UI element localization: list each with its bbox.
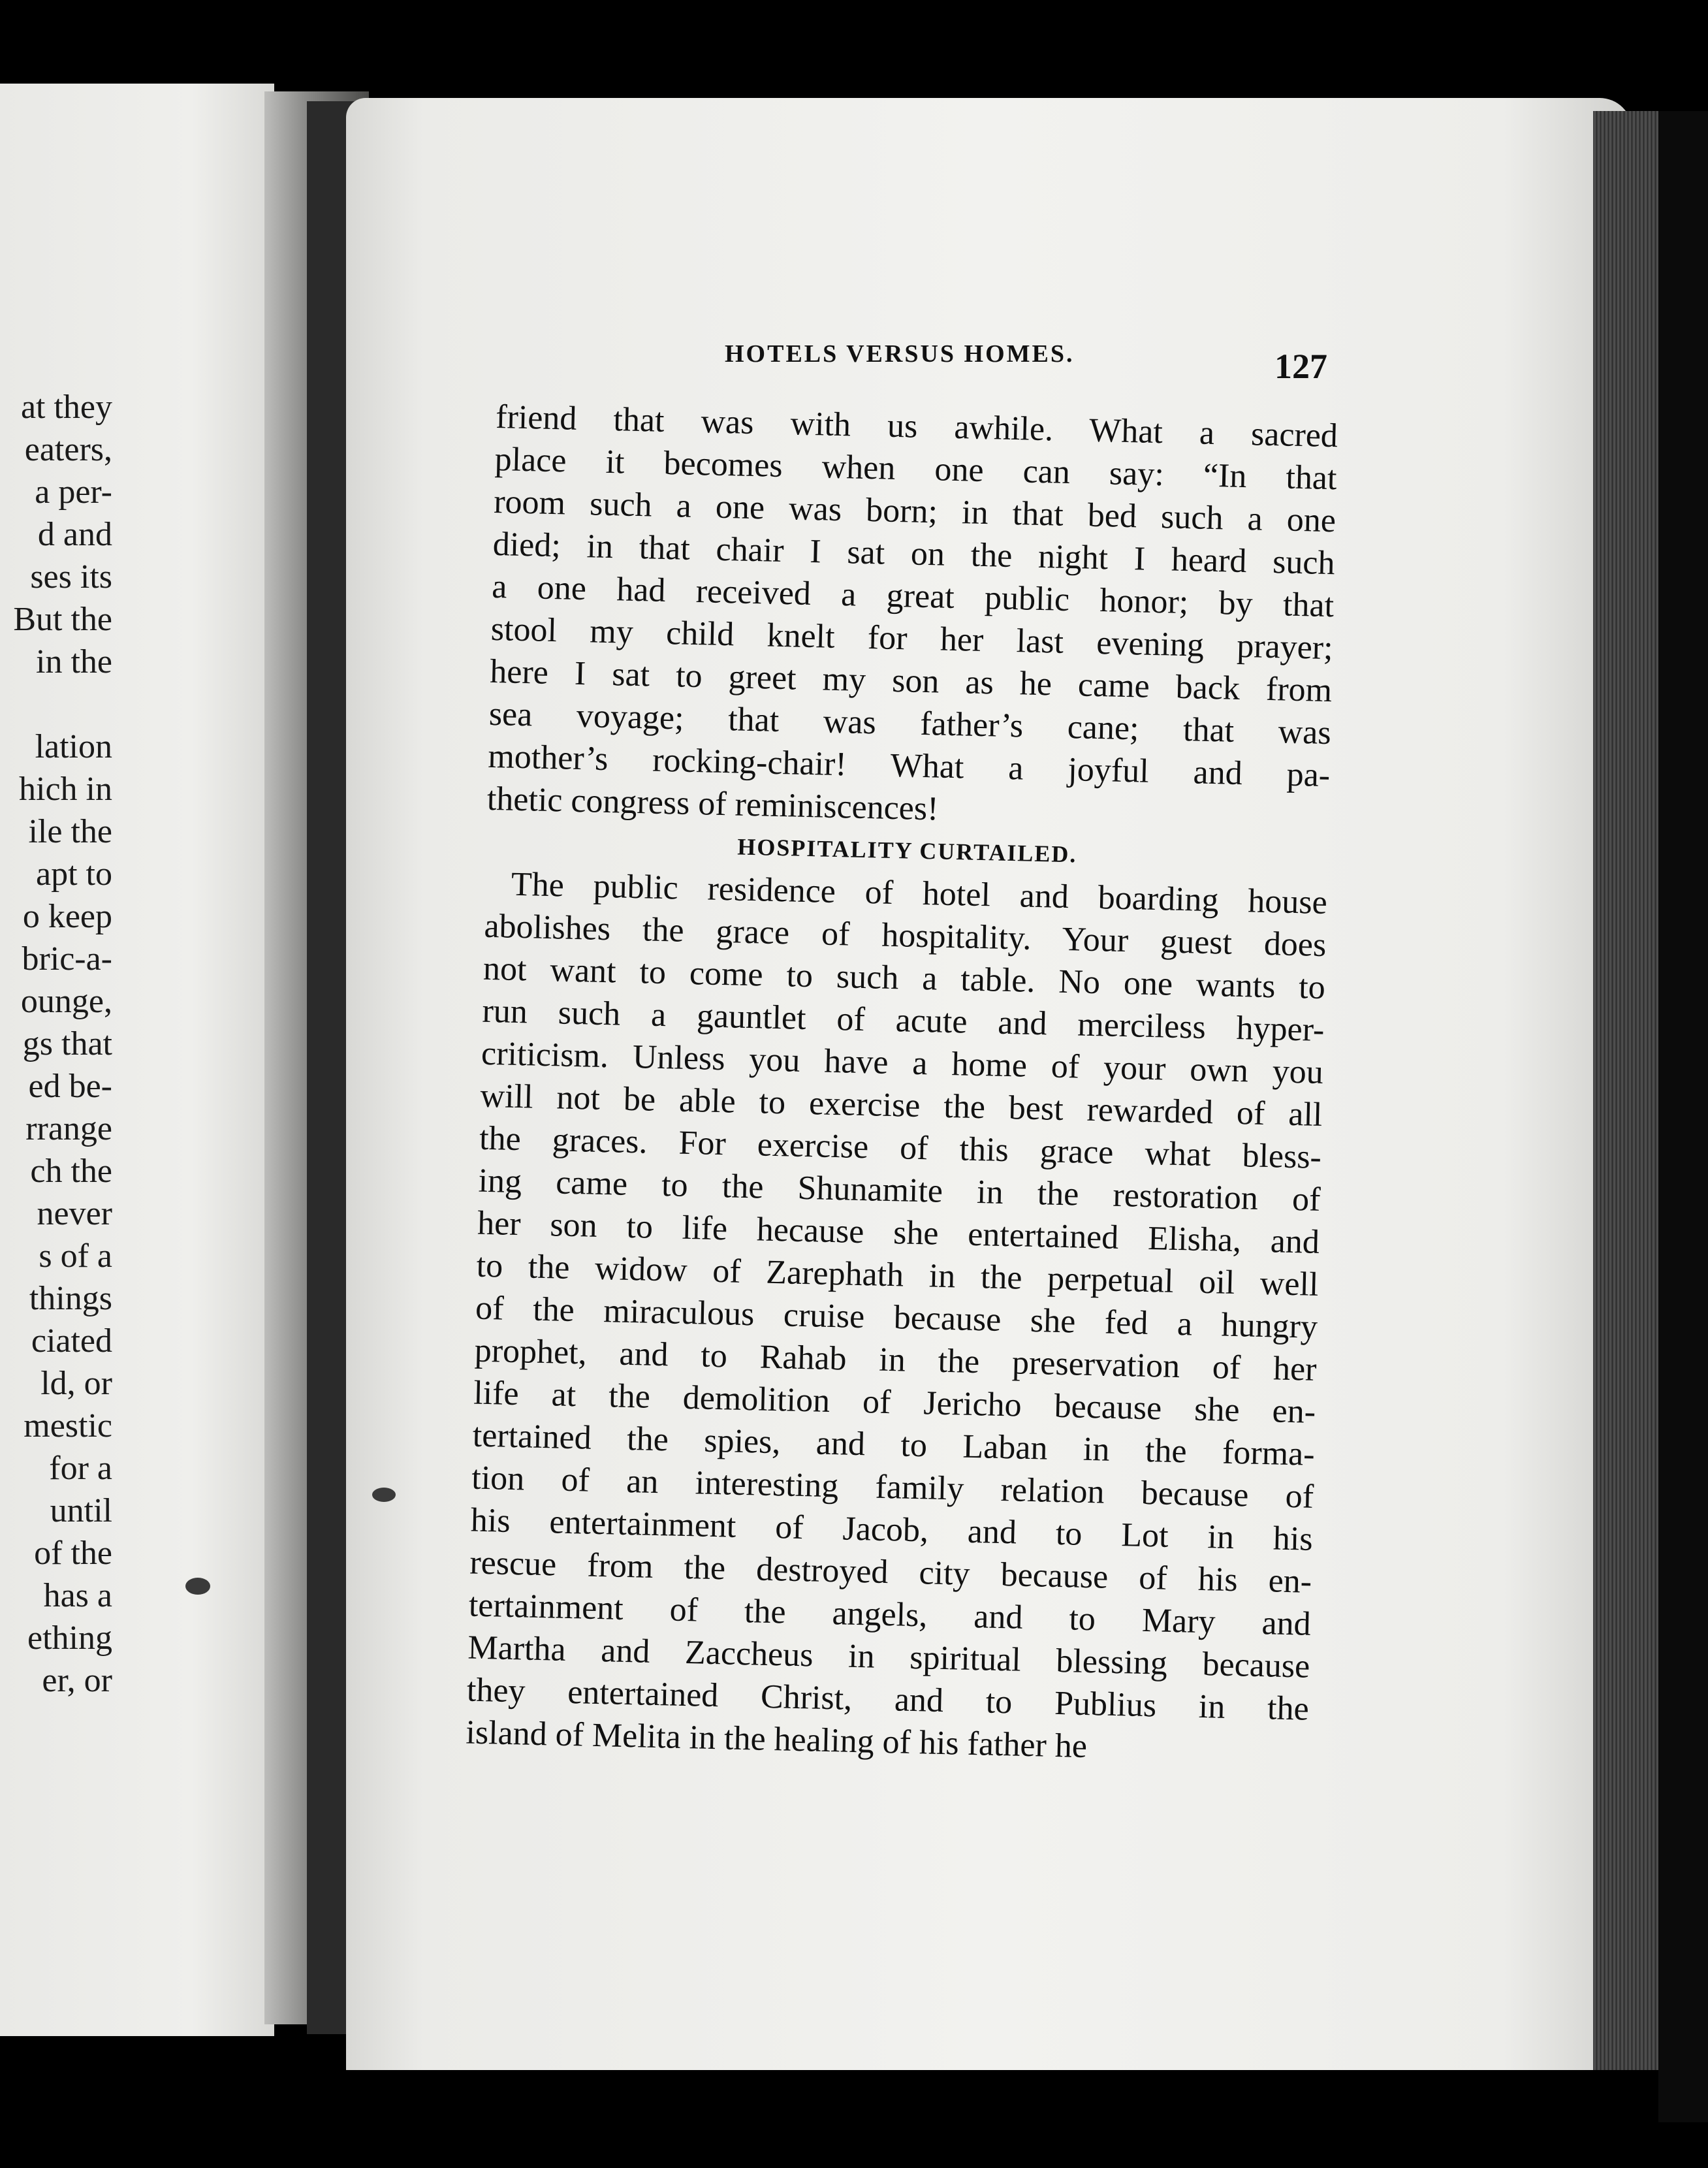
text-line: the graces. For exercise of this grace what bless-	[479, 1119, 1322, 1176]
left-page-text	[0, 391, 112, 1697]
text-line: mother’s rocking-chair! What a joyful and pa-	[487, 737, 1331, 795]
paragraph	[486, 396, 1338, 839]
left-page	[0, 84, 274, 2036]
text-line: died; in that chair I sat on the night I heard such	[492, 525, 1336, 582]
left-page-line: ciated	[31, 1322, 112, 1360]
left-page-line: gs that	[22, 1025, 112, 1062]
text-line: her son to life hecause she entertained Elisha, and	[477, 1204, 1320, 1261]
text-line: to the widow of Zarephath in the perpetual oil well	[476, 1247, 1320, 1303]
left-page-line: hich in	[19, 771, 112, 808]
left-page-line: for a	[49, 1450, 112, 1487]
page-edges	[1593, 111, 1665, 2070]
left-page-line: ses its	[30, 558, 112, 596]
text-line: here I sat to greet my son as he came back from	[489, 652, 1333, 710]
paragraph	[466, 863, 1328, 1773]
text-line: prophet, and to Rahab in the preservation of her	[474, 1331, 1318, 1388]
left-page-line: eaters,	[24, 431, 112, 468]
left-page-line: never	[37, 1195, 112, 1232]
text-line: will not be able to exercise the best rewarded of all	[480, 1077, 1323, 1134]
text-line: abolishes the grace of hospitality. Your guest does	[483, 907, 1327, 964]
left-page-line: ething	[27, 1619, 112, 1657]
text-line: they entertained Christ, and to Publius in the	[466, 1671, 1310, 1728]
left-page-line: ile the	[28, 813, 112, 850]
left-page-line: ld, or	[40, 1365, 112, 1402]
section-heading: HOSPITALITY CURTAILED.	[736, 833, 1077, 868]
text-line: ing came to the Shunamite in the restoration of	[478, 1162, 1321, 1219]
text-line: tertainment of the angels, and to Mary and	[468, 1586, 1312, 1643]
text-line: criticism. Unless you have a home of your own you	[481, 1034, 1324, 1091]
left-page-line: ch the	[30, 1153, 112, 1190]
ink-smudge	[185, 1578, 210, 1595]
text-line: a one had received a great public honor; by that	[491, 567, 1335, 625]
text-line: life at the demolition of Jericho because she en-	[473, 1374, 1316, 1431]
text-line: The public residence of hotel and boarding house	[511, 865, 1328, 922]
left-page-line: apt to	[36, 855, 112, 893]
ink-smudge	[372, 1488, 396, 1502]
text-line: of the miraculous cruise because she fed a hungry	[475, 1289, 1318, 1346]
text-line: tertained the spies, and to Laban in the forma-	[472, 1416, 1316, 1473]
text-line: friend that was with us awhile. What a sacred	[495, 398, 1338, 455]
left-page-line: bric-a-	[22, 940, 112, 978]
text-line: tion of an interesting family relation because of	[471, 1459, 1314, 1516]
left-page-line: ounge,	[20, 983, 112, 1020]
left-page-line: until	[50, 1492, 112, 1529]
running-head: HOTELS VERSUS HOMES.	[725, 340, 1075, 368]
left-page-line: of the	[34, 1535, 112, 1572]
left-page-line: er, or	[42, 1662, 112, 1697]
text-line: sea voyage; that was father’s cane; that was	[488, 695, 1332, 752]
page-number: 127	[1274, 347, 1327, 386]
text-line: room such a one was born; in that bed such a one	[493, 483, 1336, 540]
left-page-line: d and	[37, 516, 112, 553]
text-line: his entertainment of Jacob, and to Lot in his	[470, 1501, 1314, 1558]
left-page-line: ed be-	[28, 1068, 112, 1105]
left-page-line: lation	[35, 728, 112, 765]
text-line: thetic congress of reminiscences!	[486, 780, 940, 828]
body-text	[466, 396, 1338, 1773]
book-cover-edge	[1658, 111, 1708, 2122]
left-page-line: But the	[13, 601, 112, 638]
left-page-line: at they	[20, 391, 112, 426]
text-line: not want to come to such a table. No one wants to	[482, 949, 1326, 1007]
text-line: Martha and Zaccheus in spiritual blessing because	[467, 1629, 1310, 1685]
left-page-line: things	[29, 1280, 112, 1317]
text-line: rescue from the destroyed city because of his en-	[469, 1544, 1312, 1601]
text-line: island of Melita in the healing of his father he	[465, 1714, 1088, 1766]
text-line: run such a gauntlet of acute and merciless hyper-	[481, 992, 1325, 1049]
left-page-line: has a	[43, 1577, 112, 1614]
left-page-line: mestic	[24, 1407, 112, 1444]
left-page-line: s of a	[39, 1237, 112, 1275]
left-page-line: in the	[36, 643, 112, 680]
left-page-line: o keep	[22, 898, 112, 935]
text-line: place it becomes when one can say: “In that	[494, 440, 1338, 498]
left-page-line: rrange	[25, 1110, 112, 1147]
left-page-line: a per-	[35, 473, 112, 511]
text-line: stool my child knelt for her last evening prayer;	[490, 610, 1334, 667]
